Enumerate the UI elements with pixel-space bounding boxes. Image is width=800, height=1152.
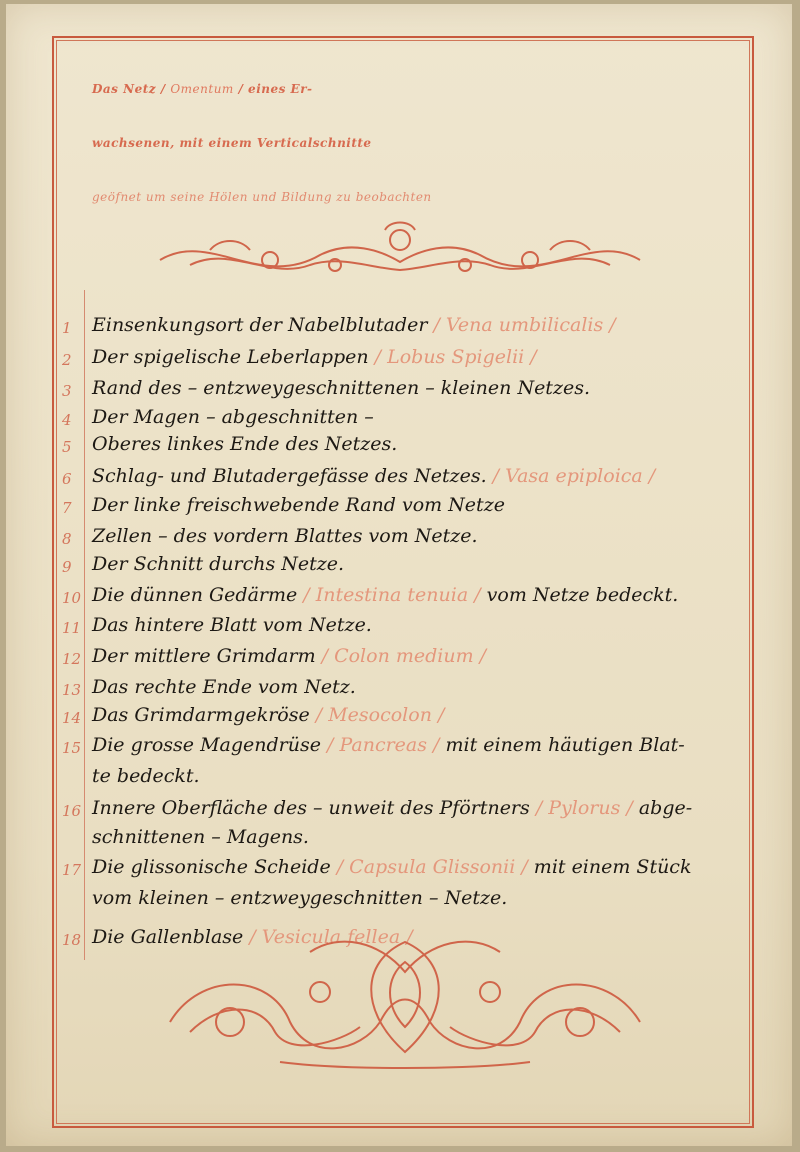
title-line-3: geöfnet um seine Hölen und Bildung zu beobachten xyxy=(92,190,432,204)
entry-line xyxy=(92,494,505,516)
entry-german-text: Das Grimdarmgekröse xyxy=(92,704,310,726)
entry-german-text: Die dünnen Gedärme xyxy=(92,584,298,606)
entry-latin-term: / Vesicula fellea / xyxy=(243,926,413,948)
entry-german-text: Einsenkungsort der Nabelblutader xyxy=(92,314,428,336)
entry-german-text: Rand des – entzweygeschnittenen – kleinen Netzes. xyxy=(92,377,590,399)
entry-second-line: te bedeckt. xyxy=(92,765,200,787)
entry-second-line: schnittenen – Magens. xyxy=(92,826,309,848)
entry-continuation: abge- xyxy=(638,797,693,819)
entry-number: 14 xyxy=(62,709,82,727)
entry-number: 7 xyxy=(62,499,72,517)
entry-german-text: Das rechte Ende vom Netz. xyxy=(92,676,356,698)
page-title xyxy=(92,62,754,224)
entry-number: 3 xyxy=(62,382,72,400)
entry-line xyxy=(92,314,616,336)
entry-line xyxy=(92,346,537,368)
entry-number: 2 xyxy=(62,351,72,369)
entry-german-text: Der Schnitt durchs Netze. xyxy=(92,553,345,575)
entry-number: 4 xyxy=(62,411,72,429)
title-german-end: / eines Er- xyxy=(238,82,313,96)
title-line-2: wachsenen, mit einem Verticalschnitte xyxy=(92,136,372,150)
entry-line xyxy=(92,734,685,756)
entry-latin-term: / Pancreas / xyxy=(320,734,446,756)
entry-german-text: Schlag- und Blutadergefässe des Netzes. xyxy=(92,465,487,487)
entry-line xyxy=(92,704,444,726)
entry-german-text: Der Magen – abgeschnitten – xyxy=(92,406,374,428)
entry-number: 11 xyxy=(62,619,82,637)
entry-latin-term: / Lobus Spigelii / xyxy=(368,346,537,368)
entry-line xyxy=(92,406,374,428)
entry-line xyxy=(92,797,692,819)
entry-line xyxy=(92,525,478,547)
entry-line xyxy=(92,676,356,698)
entry-continuation: vom Netze bedeckt. xyxy=(486,584,679,606)
entry-number: 15 xyxy=(62,739,82,757)
entry-line xyxy=(92,645,486,667)
entry-number: 18 xyxy=(62,931,82,949)
entry-number: 13 xyxy=(62,681,82,699)
bottom-flourish-ornament xyxy=(160,932,650,1072)
entry-german-text: Die grosse Magendrüse xyxy=(92,734,321,756)
entry-latin-term: / Pylorus / xyxy=(529,797,639,819)
title-german-start: Das Netz / xyxy=(92,82,166,96)
entry-line xyxy=(92,465,655,487)
entry-latin-term: / Colon medium / xyxy=(315,645,487,667)
entry-number: 9 xyxy=(62,558,72,576)
entry-german-text: Innere Oberfläche des – unweit des Pförtners xyxy=(92,797,530,819)
entry-number: 1 xyxy=(62,319,72,337)
entry-line xyxy=(92,553,344,575)
entry-line xyxy=(92,584,678,606)
entry-number: 5 xyxy=(62,438,72,456)
top-flourish-ornament xyxy=(150,220,650,290)
entry-german-text: Der mittlere Grimdarm xyxy=(92,645,316,667)
entry-german-text: Der spigelische Leberlappen xyxy=(92,346,369,368)
entry-german-text: Das hintere Blatt vom Netze. xyxy=(92,614,372,636)
entry-number: 12 xyxy=(62,650,82,668)
title-line-1 xyxy=(92,62,754,116)
entry-latin-term: / Vena umbilicalis / xyxy=(427,314,616,336)
entry-line xyxy=(92,433,397,455)
entry-line xyxy=(92,377,590,399)
entry-german-text: Der linke freischwebende Rand vom Netze xyxy=(92,494,505,516)
entry-second-line: vom kleinen – entzweygeschnitten – Netze. xyxy=(92,887,508,909)
entry-latin-term: / Capsula Glissonii / xyxy=(330,856,534,878)
title-latin-term: Omentum xyxy=(170,82,234,96)
number-margin-rule xyxy=(84,290,85,960)
entry-number: 16 xyxy=(62,802,82,820)
entry-german-text: Oberes linkes Ende des Netzes. xyxy=(92,433,398,455)
entry-line xyxy=(92,614,372,636)
entry-german-text: Zellen – des vordern Blattes vom Netze. xyxy=(92,525,478,547)
entry-number: 10 xyxy=(62,589,82,607)
entry-number: 6 xyxy=(62,470,72,488)
entry-latin-term: / Intestina tenuia / xyxy=(297,584,487,606)
entry-german-text: Die Gallenblase xyxy=(92,926,244,948)
entry-continuation: mit einem Stück xyxy=(533,856,692,878)
entry-german-text: Die glissonische Scheide xyxy=(92,856,331,878)
entry-latin-term: / Vasa epiploica / xyxy=(486,465,656,487)
entry-line xyxy=(92,856,691,878)
entry-number: 17 xyxy=(62,861,82,879)
entry-latin-term: / Mesocolon / xyxy=(309,704,445,726)
entry-number: 8 xyxy=(62,530,72,548)
entry-continuation: mit einem häutigen Blat- xyxy=(445,734,685,756)
